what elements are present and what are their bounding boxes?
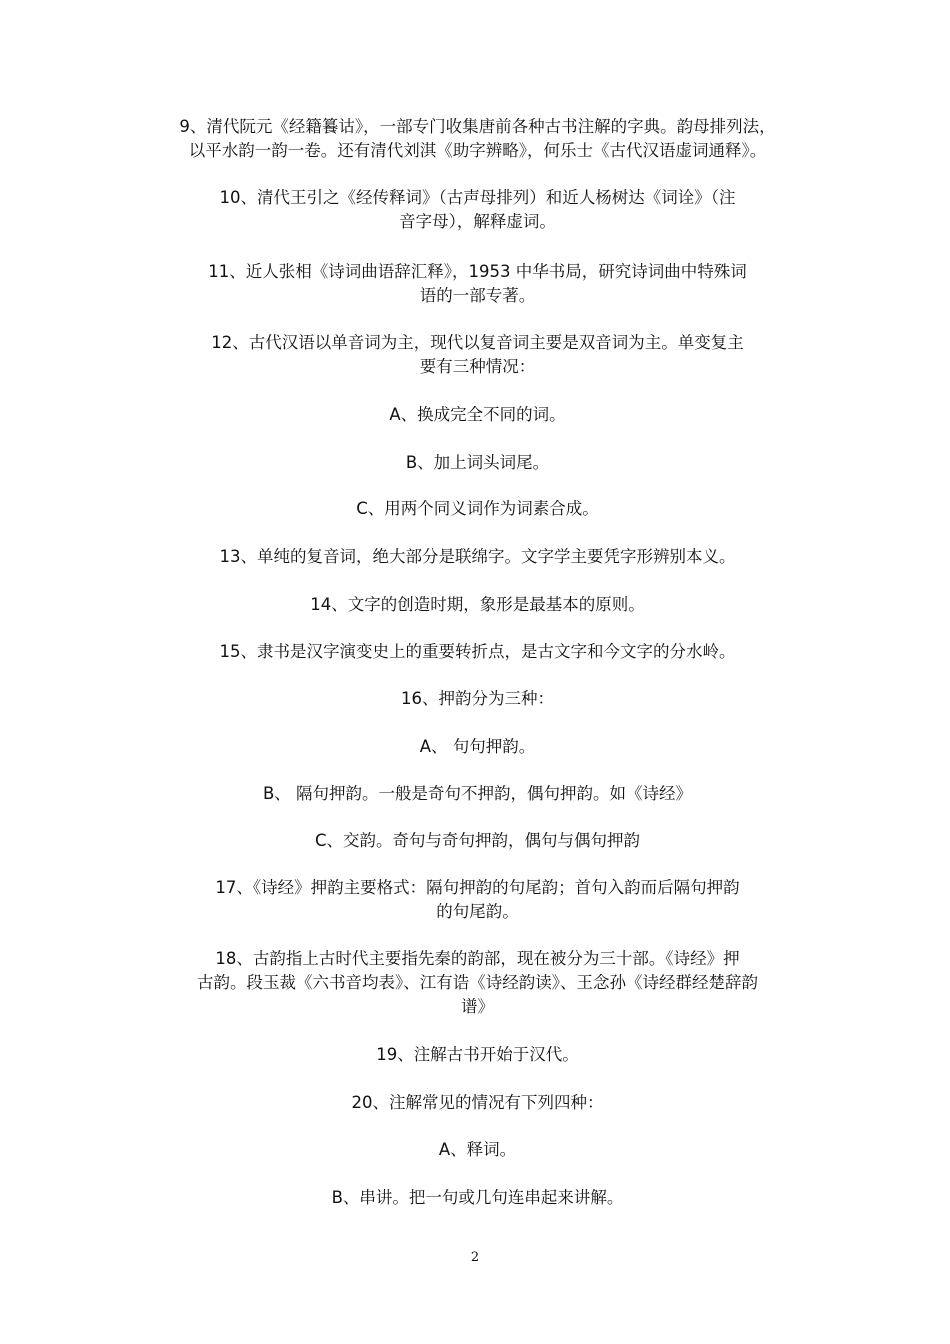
item-9-line-1: 9、清代阮元《经籍籑诂》，一部专门收集唐前各种古书注解的字典。韵母排列法， xyxy=(179,117,776,136)
item-17-line-2: 的句尾韵。 xyxy=(436,902,519,921)
item-16c: C、交韵。奇句与奇句押韵，偶句与偶句押韵 xyxy=(314,831,641,850)
item-12c: C、用两个同义词作为词素合成。 xyxy=(356,499,599,518)
item-20a: A、释词。 xyxy=(438,1140,517,1159)
item-16a: A、 句句押韵。 xyxy=(419,737,536,756)
item-20: 20、注解常见的情况有下列四种： xyxy=(351,1093,604,1112)
item-18-line-1: 18、古韵指上古时代主要指先秦的韵部，现在被分为三十部。《诗经》押 xyxy=(215,949,740,968)
item-12-line-1: 12、古代汉语以单音词为主，现代以复音词主要是双音词为主。单变复主 xyxy=(211,333,744,352)
item-17-line-1: 17、《诗经》押韵主要格式：隔句押韵的句尾韵；首句入韵而后隔句押韵 xyxy=(215,878,740,897)
item-19: 19、注解古书开始于汉代。 xyxy=(376,1045,579,1064)
item-11-line-2: 语的一部专著。 xyxy=(419,286,536,305)
item-14: 14、文字的创造时期，象形是最基本的原则。 xyxy=(310,595,645,614)
item-9-line-2: 以平水韵一韵一卷。还有清代刘淇《助字辨略》，何乐士《古代汉语虚词通释》。 xyxy=(188,141,767,160)
item-12b: B、加上词头词尾。 xyxy=(405,453,550,472)
item-15: 15、隶书是汉字演变史上的重要转折点，是古文字和今文字的分水岭。 xyxy=(219,642,736,661)
item-12a: A、换成完全不同的词。 xyxy=(389,405,566,424)
item-18-line-3: 谱》 xyxy=(461,997,494,1016)
item-20b: B、串讲。把一句或几句连串起来讲解。 xyxy=(331,1188,624,1207)
page-number: 2 xyxy=(470,1250,480,1265)
item-10-line-2: 音字母），解释虚词。 xyxy=(399,212,556,231)
item-16b: B、 隔句押韵。一般是奇句不押韵，偶句押韵。如《诗经》 xyxy=(262,784,693,803)
item-10-line-1: 10、清代王引之《经传释词》（古声母排列）和近人杨树达《词诠》（注 xyxy=(219,188,736,207)
item-12-line-2: 要有三种情况： xyxy=(419,357,536,376)
item-16: 16、押韵分为三种： xyxy=(401,689,554,708)
item-13: 13、单纯的复音词，绝大部分是联绵字。文字学主要凭字形辨别本义。 xyxy=(219,547,736,566)
item-11-line-1: 11、近人张相《诗词曲语辞汇释》，1953 中华书局，研究诗词曲中特殊词 xyxy=(208,262,747,281)
item-18-line-2: 古韵。段玉裁《六书音均表》、江有诰《诗经韵读》、王念孙《诗经群经楚辞韵 xyxy=(197,973,758,992)
